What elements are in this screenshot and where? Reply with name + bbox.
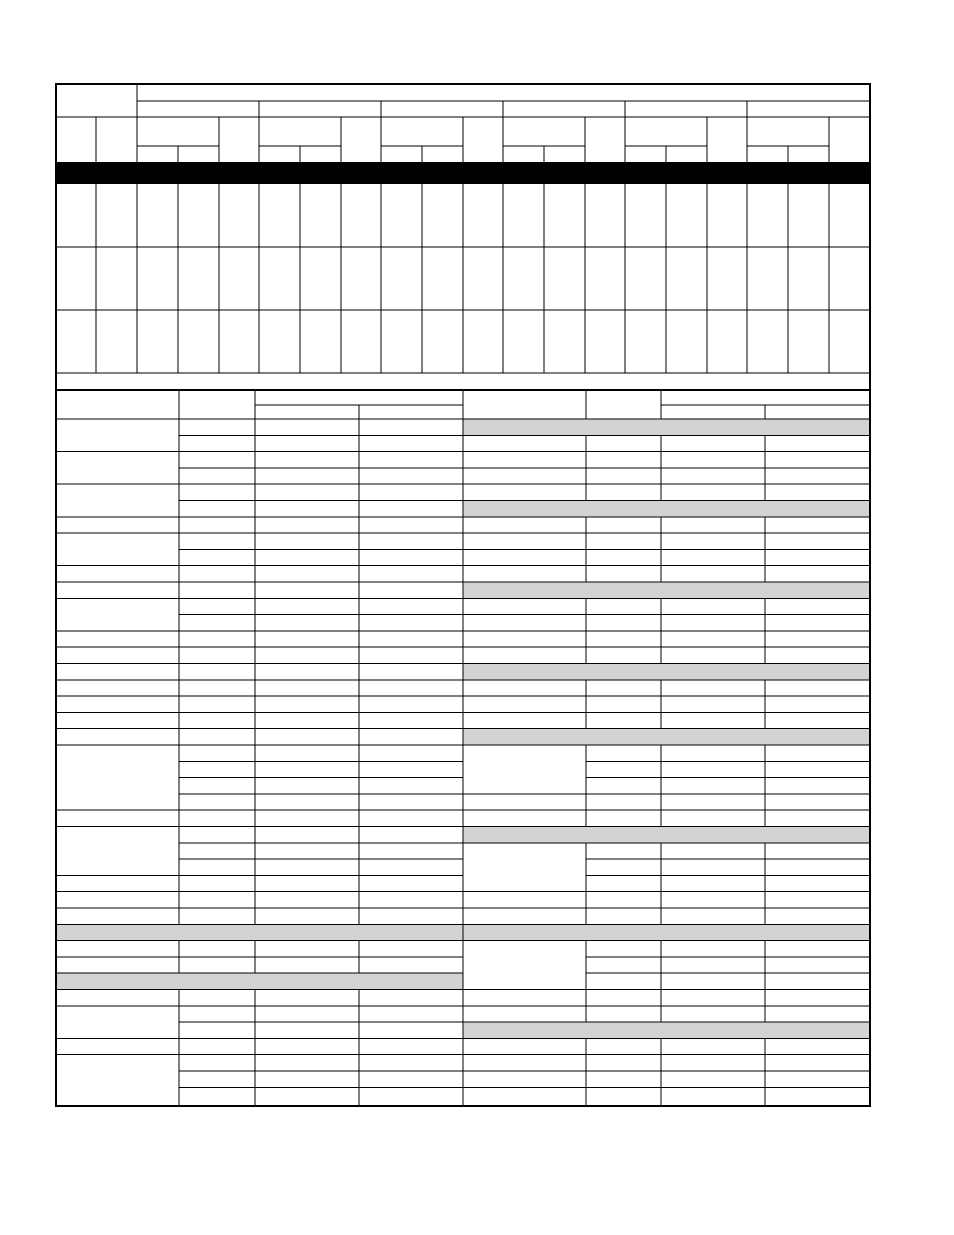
right-section-row xyxy=(463,729,870,745)
right-section-row xyxy=(463,501,870,517)
left-section-row xyxy=(56,973,463,989)
left-section-row xyxy=(56,924,463,940)
right-section-row xyxy=(463,924,870,940)
right-section-row xyxy=(463,1022,870,1038)
right-section-row xyxy=(463,582,870,598)
right-section-row xyxy=(463,664,870,680)
upper-header-band xyxy=(56,162,870,184)
right-section-row xyxy=(463,419,870,435)
right-section-row xyxy=(463,827,870,843)
